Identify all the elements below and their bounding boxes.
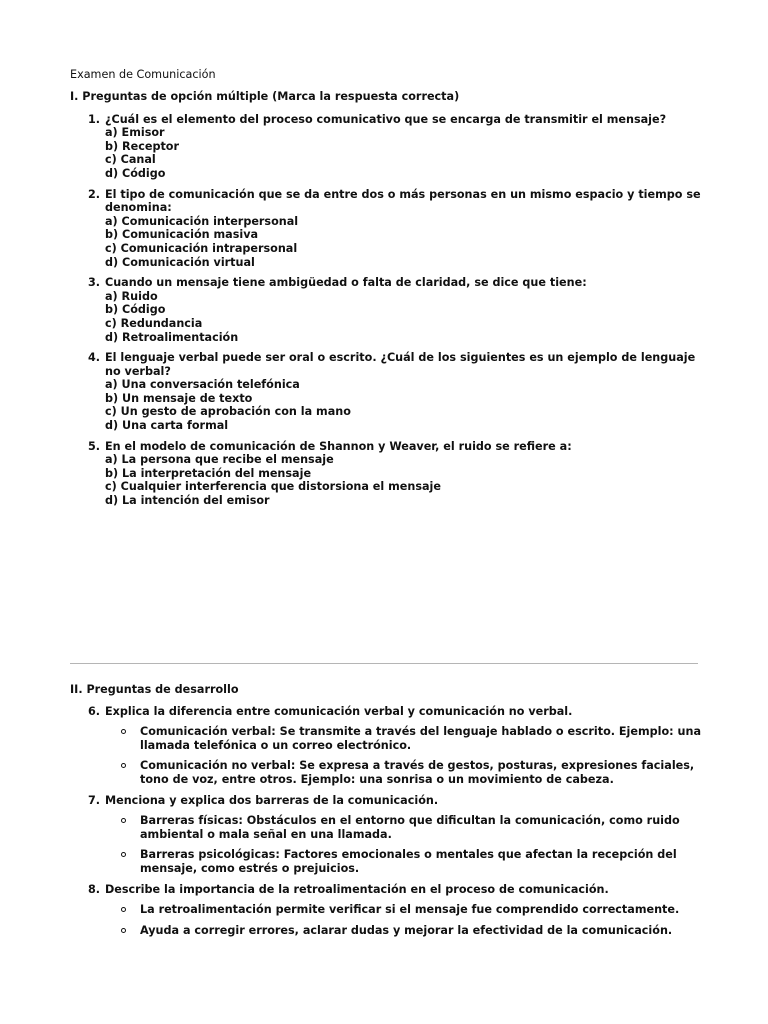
- answer-text: La retroalimentación permite verificar si el mensaje fue comprendido correctamente.: [140, 903, 680, 917]
- option-item: b) Código: [105, 303, 166, 317]
- option-item: d) Código: [105, 166, 166, 180]
- question-text: En el modelo de comunicación de Shannon y Weaver, el ruido se refiere a:: [105, 439, 572, 453]
- answer-list: [105, 814, 710, 875]
- section-essay: [70, 683, 710, 937]
- option-item: c) Cualquier interferencia que distorsiona el mensaje: [105, 480, 441, 494]
- section-divider: [70, 663, 698, 664]
- answer-text: Comunicación no verbal: Se expresa a través de gestos, posturas, expresiones faciales, tono de voz, entre otros. Ejemplo: una sonrisa o un movimiento de cabeza.: [140, 759, 695, 786]
- option-list: [105, 215, 710, 269]
- answer-item: [105, 924, 710, 938]
- circle-bullet-icon: [121, 818, 126, 823]
- question-number: 4.: [87, 351, 100, 365]
- question-number: 7.: [87, 793, 100, 807]
- circle-bullet-icon: [121, 852, 126, 857]
- question-number: 6.: [87, 704, 100, 718]
- option-item: c) Comunicación intrapersonal: [105, 241, 298, 255]
- option-item: b) Comunicación masiva: [105, 228, 259, 242]
- option-item: b) Receptor: [105, 139, 179, 153]
- option-item: a) Una conversación telefónica: [105, 378, 300, 392]
- question-item: [70, 440, 710, 508]
- question-text: Explica la diferencia entre comunicación verbal y comunicación no verbal.: [105, 704, 573, 718]
- option-item: a) Comunicación interpersonal: [105, 214, 299, 228]
- question-item: [70, 351, 710, 433]
- option-list: [105, 126, 710, 180]
- answer-text: Barreras psicológicas: Factores emocionales o mentales que afectan la recepción del mensaje, como estrés o prejuicios.: [140, 848, 677, 875]
- question-number: 5.: [87, 439, 100, 453]
- question-number: 2.: [87, 187, 100, 201]
- answer-item: [105, 903, 710, 917]
- circle-bullet-icon: [121, 729, 126, 734]
- option-item: c) Un gesto de aprobación con la mano: [105, 405, 351, 419]
- question-text: Describe la importancia de la retroalimentación en el proceso de comunicación.: [105, 882, 609, 896]
- answer-text: Comunicación verbal: Se transmite a través del lenguaje hablado o escrito. Ejemplo: una llamada telefónica o un correo electrónico.: [140, 725, 701, 752]
- question-list: [70, 705, 710, 938]
- circle-bullet-icon: [121, 763, 126, 768]
- section-multiple-choice: [70, 90, 710, 508]
- section-heading: II. Preguntas de desarrollo: [70, 683, 239, 696]
- option-item: a) La persona que recibe el mensaje: [105, 453, 334, 467]
- question-item: [70, 188, 710, 270]
- answer-text: Ayuda a corregir errores, aclarar dudas y mejorar la efectividad de la comunicación.: [140, 923, 673, 937]
- question-item: [70, 883, 710, 938]
- question-text: ¿Cuál es el elemento del proceso comunicativo que se encarga de transmitir el mensaje?: [105, 112, 667, 126]
- option-item: b) Un mensaje de texto: [105, 391, 253, 405]
- answer-item: [105, 725, 710, 752]
- answer-item: [105, 848, 710, 875]
- question-text: El lenguaje verbal puede ser oral o escrito. ¿Cuál de los siguientes es un ejemplo de lenguaje no verbal?: [105, 351, 696, 378]
- question-text: Menciona y explica dos barreras de la comunicación.: [105, 793, 439, 807]
- question-list: [70, 113, 710, 508]
- option-item: d) Comunicación virtual: [105, 255, 255, 269]
- question-number: 8.: [87, 882, 100, 896]
- option-item: d) Retroalimentación: [105, 330, 239, 344]
- option-list: [105, 290, 710, 344]
- answer-list: [105, 725, 710, 786]
- circle-bullet-icon: [121, 907, 126, 912]
- question-item: [70, 276, 710, 344]
- section-heading: I. Preguntas de opción múltiple (Marca la respuesta correcta): [70, 90, 460, 103]
- question-text: Cuando un mensaje tiene ambigüedad o falta de claridad, se dice que tiene:: [105, 276, 587, 290]
- option-item: a) Emisor: [105, 126, 165, 140]
- question-item: [70, 794, 710, 876]
- option-item: c) Canal: [105, 153, 156, 167]
- question-text: El tipo de comunicación que se da entre dos o más personas en un mismo espacio y tiempo se denomina:: [105, 187, 701, 215]
- answer-text: Barreras físicas: Obstáculos en el entorno que dificultan la comunicación, como ruido ambiental o mala señal en una llamada.: [140, 814, 680, 841]
- option-item: d) Una carta formal: [105, 419, 229, 433]
- answer-item: [105, 759, 710, 786]
- question-number: 1.: [87, 112, 100, 126]
- question-number: 3.: [87, 276, 100, 290]
- question-item: [70, 705, 710, 787]
- document-title: Examen de Comunicación: [70, 68, 216, 81]
- option-list: [105, 378, 710, 432]
- answer-list: [105, 903, 710, 937]
- option-item: b) La interpretación del mensaje: [105, 466, 312, 480]
- option-item: a) Ruido: [105, 289, 158, 303]
- option-item: c) Redundancia: [105, 316, 203, 330]
- question-item: [70, 113, 710, 181]
- answer-item: [105, 814, 710, 841]
- option-item: d) La intención del emisor: [105, 494, 270, 508]
- circle-bullet-icon: [121, 928, 126, 933]
- option-list: [105, 453, 710, 507]
